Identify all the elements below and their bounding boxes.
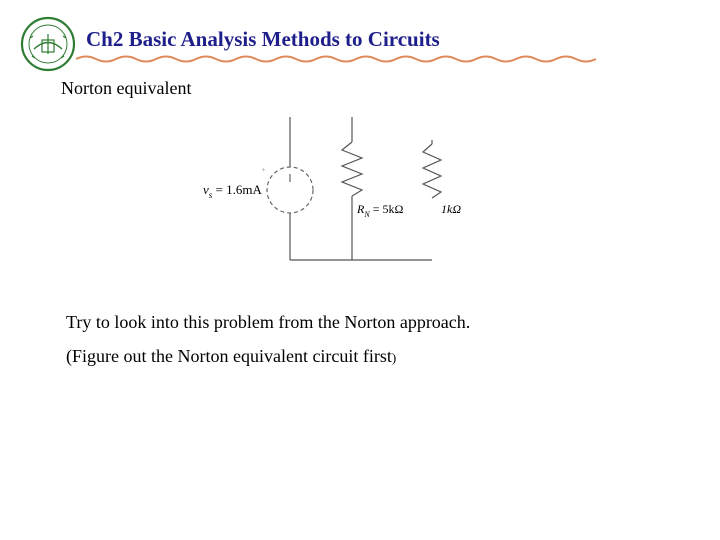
source-symbol: v	[203, 182, 209, 197]
rn-symbol: R	[357, 202, 365, 216]
svg-text:RN = 5kΩ	[356, 202, 403, 219]
current-source-icon	[267, 167, 313, 213]
rn-value: = 5kΩ	[369, 202, 404, 216]
slide-subtitle: Norton equivalent	[61, 78, 192, 98]
body-text-line-1: Try to look into this problem from the Norton approach.	[66, 312, 471, 332]
load-resistor-label: 1kΩ	[441, 202, 462, 216]
source-value: = 1.6mA	[212, 182, 262, 197]
decorative-wave-divider	[76, 52, 596, 66]
body-text-line-2	[66, 346, 396, 367]
svg-text:vs = 1.6mA	[203, 182, 262, 200]
page-title: Ch2 Basic Analysis Methods to Circuits	[86, 27, 440, 51]
body-text-line-2-main: (Figure out the Norton equivalent circuit first	[66, 346, 392, 366]
source-subscript: s	[208, 190, 213, 200]
university-seal-icon	[20, 16, 76, 72]
rn-subscript: N	[364, 210, 370, 219]
body-text-line-2-close: )	[391, 350, 397, 365]
svg-text:+: +	[261, 166, 266, 174]
norton-circuit-diagram	[195, 112, 485, 272]
